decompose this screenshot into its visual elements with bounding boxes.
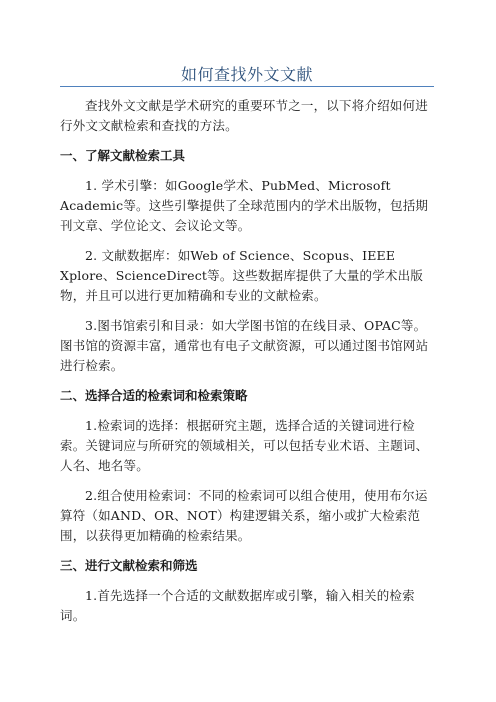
title-underline [60, 86, 434, 87]
document-body [60, 96, 434, 636]
section-1-paragraph-3: 3.图书馆索引和目录：如大学图书馆的在线目录、OPAC等。图书馆的资源丰富，通常也有电子文献资源，可以通过图书馆网站进行检索。 [60, 318, 429, 373]
section-3-paragraph-1: 1.首先选择一个合适的文献数据库或引擎，输入相关的检索词。 [60, 588, 415, 623]
section-heading-2: 二、选择合适的检索词和检索策略 [60, 388, 248, 403]
section-2-paragraph-1: 1.检索词的选择：根据研究主题，选择合适的关键词进行检索。关键词应与所研究的领域相关，可以包括专业术语、主题词、人名、地名等。 [60, 418, 429, 473]
section-2-paragraph-2: 2.组合使用检索词：不同的检索词可以组合使用，使用布尔运算符（如AND、OR、NOT）构建逻辑关系，缩小或扩大检索范围，以获得更加精确的检索结果。 [60, 488, 428, 543]
section-1-paragraph-2: 2. 文献数据库：如Web of Science、Scopus、IEEE Xplore、ScienceDirect等。这些数据库提供了大量的学术出版物，并且可以进行更加精确和专业的文献检索。 [60, 248, 424, 303]
intro-paragraph: 查找外文文献是学术研究的重要环节之一，以下将介绍如何进行外文文献检索和查找的方法。 [60, 98, 428, 133]
section-heading-1: 一、了解文献检索工具 [60, 148, 186, 163]
section-heading-3: 三、进行文献检索和筛选 [60, 558, 198, 573]
document-title: 如何查找外文文献 [180, 65, 313, 84]
section-1-paragraph-1: 1. 学术引擎：如Google学术、PubMed、Microsoft Academic等。这些引擎提供了全球范围内的学术出版物，包括期刊文章、学位论文、会议论文等。 [60, 178, 429, 233]
